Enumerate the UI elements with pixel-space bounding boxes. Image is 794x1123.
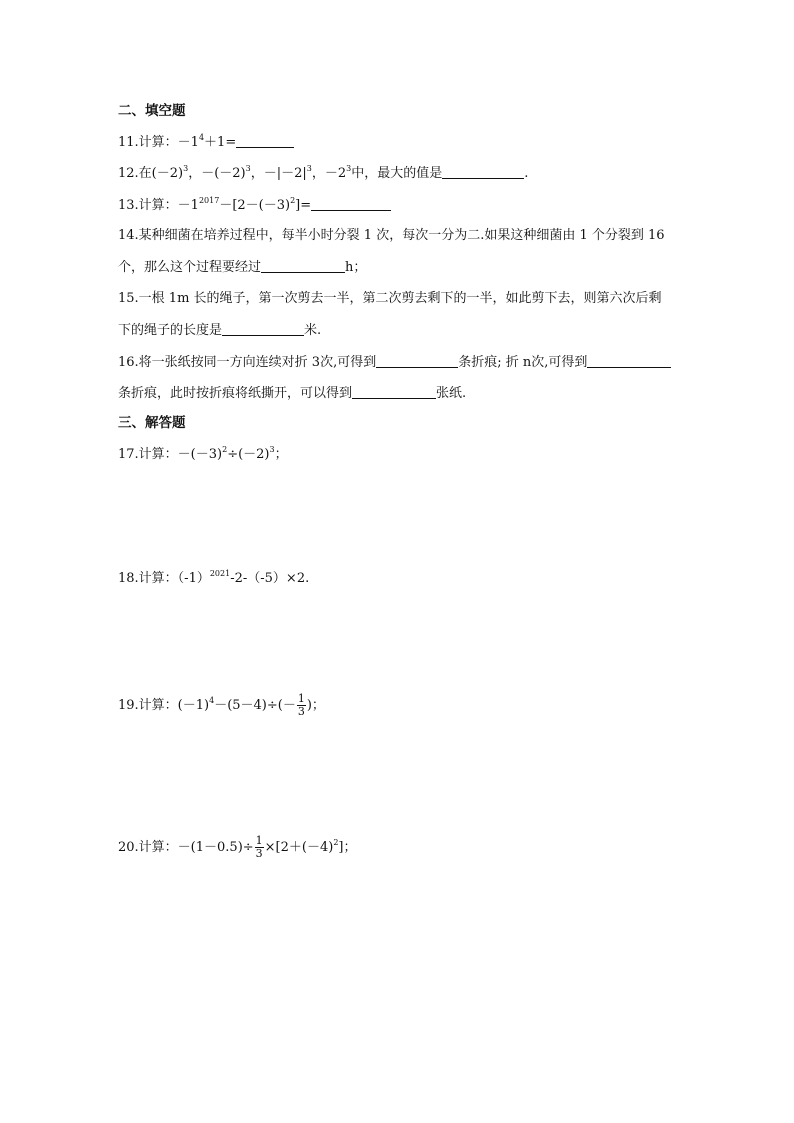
answer-blank-16b[interactable] bbox=[587, 353, 671, 368]
question-15-line-1: 15.一根 1m 长的绳子，第一次剪去一半，第二次剪去剩下的一半，如此剪下去，则第六次后剩 bbox=[118, 291, 662, 306]
answer-blank-16c[interactable] bbox=[352, 384, 436, 399]
question-16-line-1: 16.将一张纸按同一方向连续对折 3次,可得到 条折痕; 折 n次,可得到 bbox=[118, 353, 671, 372]
question-15-line-2: 下的绳子的长度是 米. bbox=[118, 323, 322, 338]
question-18: 18.计算：$(-1)^{2021}-2-(-5)\times 2$. bbox=[118, 569, 310, 586]
question-11: 11.计算：$-1^4+1=$ bbox=[118, 133, 294, 152]
answer-blank-12[interactable] bbox=[442, 164, 524, 179]
answer-blank-14[interactable] bbox=[261, 258, 345, 273]
question-19: 19.计算：$(-1)^4-(5-4)\div(-$ $\frac{1}{3}$ )； bbox=[118, 692, 325, 718]
question-14-line-1: 14.某种细菌在培养过程中，每半小时分裂 1 次，每次一分为二.如果这种细菌由 1 个分裂到 16 bbox=[118, 228, 665, 243]
answer-blank-16a[interactable] bbox=[376, 353, 458, 368]
answer-blank-13[interactable] bbox=[311, 196, 391, 211]
section-fill-in-title: 二、填空题 bbox=[118, 103, 186, 119]
question-17: 17.计算：$-(-3)^2\div(-2)^3$； bbox=[118, 445, 288, 462]
answer-blank-15[interactable] bbox=[222, 321, 304, 336]
fraction-one-third: $\frac{1}{3}$ bbox=[297, 692, 305, 718]
fraction-one-third: $\frac{1}{3}$ bbox=[255, 834, 263, 860]
question-12: 12.在$(-2)^3$，$-(-2)^3$，$-|-2|^3$，$-2^3$中，最大的值是 . bbox=[118, 164, 529, 181]
question-16-line-2: 条折痕，此时按折痕将纸撕开，可以得到 张纸. bbox=[118, 386, 467, 401]
question-14-line-2: 个，那么这个过程要经过 h； bbox=[118, 260, 367, 275]
question-13: 13.计算：$-1^{2017}-[2-(-3)^2]=$ bbox=[118, 196, 391, 215]
question-20: 20.计算：－(1－0.5)÷ $\frac{1}{3}$ $\times[2+(-4)^2]$； bbox=[118, 834, 357, 860]
answer-blank-11[interactable] bbox=[236, 133, 294, 148]
section-solve-title: 三、解答题 bbox=[118, 415, 186, 431]
